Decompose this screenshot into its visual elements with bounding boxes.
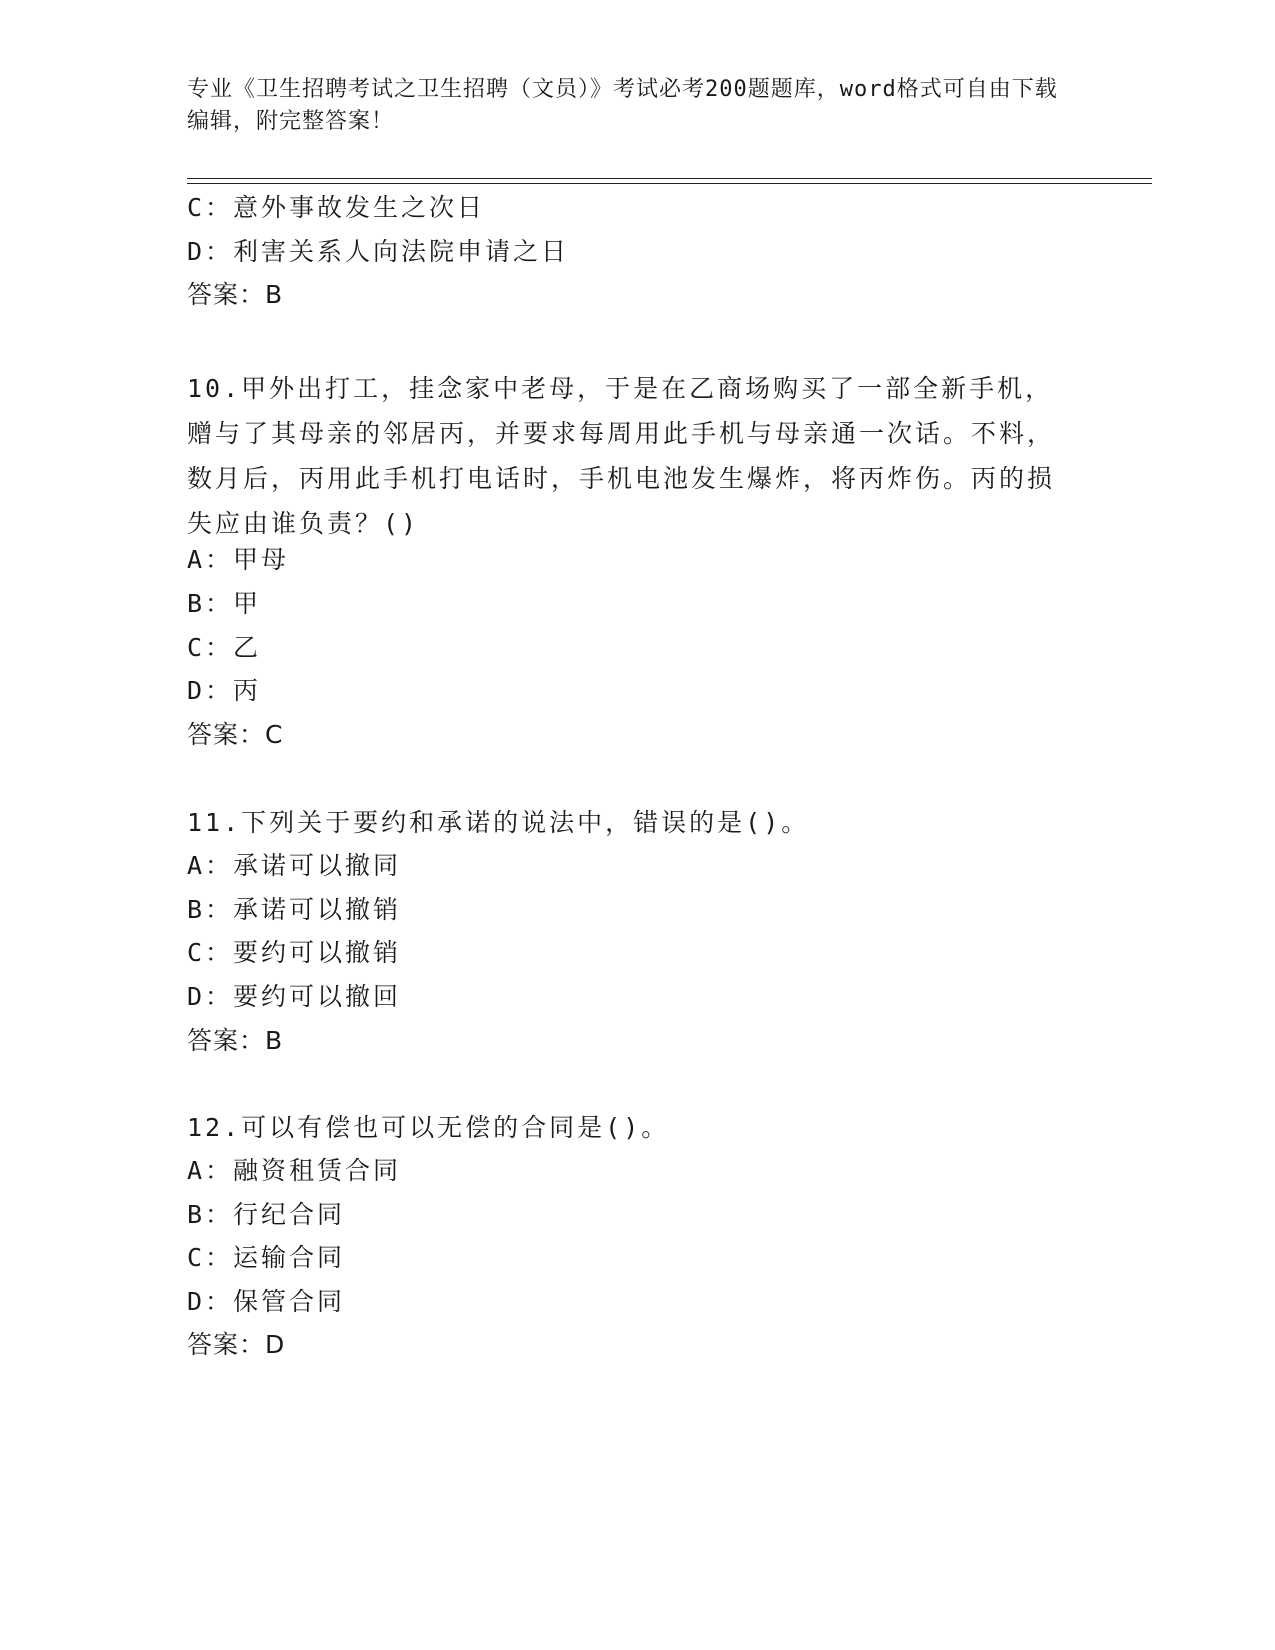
answer: 答案：B [187, 1026, 284, 1055]
option-a: A：甲母 [187, 545, 290, 574]
document-header: 专业《卫生招聘考试之卫生招聘（文员）》考试必考200题题库，word格式可自由下载编辑，附完整答案！ [187, 77, 1058, 134]
option-d: D：保管合同 [187, 1287, 346, 1316]
option-d: D：丙 [187, 676, 262, 705]
option-b: B：承诺可以撤销 [187, 895, 402, 924]
answer: 答案：B [187, 280, 284, 309]
option-b: B：甲 [187, 589, 262, 618]
option-c: C：意外事故发生之次日 [187, 193, 486, 222]
header-divider-top [187, 178, 1152, 179]
answer: 答案：D [187, 1330, 286, 1359]
option-c: C：要约可以撤销 [187, 938, 402, 967]
option-a: A：承诺可以撤同 [187, 851, 402, 880]
header-divider-bottom [187, 183, 1152, 184]
option-c: C：运输合同 [187, 1243, 346, 1272]
option-d: D：利害关系人向法院申请之日 [187, 237, 570, 266]
option-c: C：乙 [187, 633, 262, 662]
option-a: A：融资租赁合同 [187, 1156, 402, 1185]
option-b: B：行纪合同 [187, 1200, 346, 1229]
answer: 答案：C [187, 720, 284, 749]
question-11-stem: 11.下列关于要约和承诺的说法中，错误的是()。 [187, 808, 810, 837]
option-d: D：要约可以撤回 [187, 982, 402, 1011]
question-12-stem: 12.可以有偿也可以无偿的合同是()。 [187, 1113, 670, 1142]
question-10-stem: 10.甲外出打工，挂念家中老母，于是在乙商场购买了一部全新手机，赠与了其母亲的邻居丙，并要求每周用此手机与母亲通一次话。不料，数月后，丙用此手机打电话时，手机电池发生爆炸，将丙炸伤。丙的损失应由谁负责？() [187, 374, 1056, 538]
